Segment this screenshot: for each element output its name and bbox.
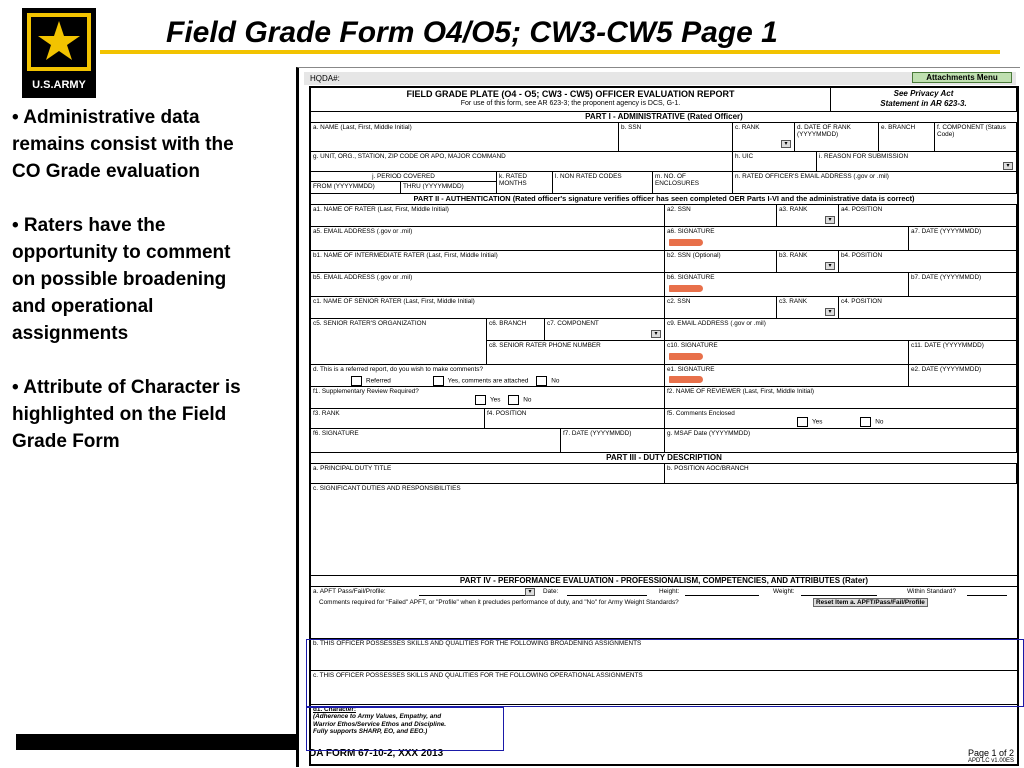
bullet-list <box>12 104 252 482</box>
rater-name-field[interactable]: a1. NAME OF RATER (Last, First, Middle Initial) <box>311 205 665 227</box>
intermediate-rater-ssn-field[interactable]: b2. SSN (Optional) <box>665 251 777 273</box>
rater-rank-field[interactable]: a3. RANK <box>777 205 839 227</box>
bullet-item: • Attribute of Character is highlighted on the Field Grade Form <box>12 377 241 452</box>
intermediate-rater-rank-field[interactable]: b3. RANK <box>777 251 839 273</box>
apft-date-input[interactable] <box>567 595 647 596</box>
within-standard-label: Within Standard? <box>907 588 957 595</box>
rater-date-field[interactable]: a7. DATE (YYYYMMDD) <box>909 227 1017 251</box>
attachments-menu-button[interactable]: Attachments Menu <box>912 72 1012 83</box>
character-desc-1: (Adherence to Army Values, Empathy, and <box>313 713 442 721</box>
senior-rater-branch-field[interactable]: c6. BRANCH <box>487 319 545 341</box>
supp-no-label: No <box>523 397 532 405</box>
component-dropdown-icon[interactable]: ▾ <box>651 330 661 338</box>
height-input[interactable] <box>685 595 759 596</box>
date-of-rank-field[interactable]: d. DATE OF RANK (YYYYMMDD) <box>795 123 879 152</box>
bullet-item: • Raters have the opportunity to comment on possible broadening and operational assignments <box>12 215 231 344</box>
supplementary-review-cell <box>311 387 665 409</box>
form-version: APD LC v1.00ES <box>967 758 1014 764</box>
senior-rater-rank-field[interactable]: c3. RANK <box>777 297 839 319</box>
rater-signature-field[interactable]: a6. SIGNATURE <box>665 227 909 251</box>
privacy-cell <box>831 88 1017 112</box>
rated-email-field[interactable]: n. RATED OFFICER'S EMAIL ADDRESS (.gov or .mil) <box>733 172 1017 194</box>
privacy-line-2: Statement in AR 623-3. <box>880 99 967 108</box>
supp-no-checkbox[interactable] <box>508 395 519 405</box>
page-number: Page 1 of 2 <box>967 748 1014 758</box>
intermediate-rank-dropdown-icon[interactable]: ▾ <box>825 262 835 270</box>
position-aoc-field[interactable]: b. POSITION AOC/BRANCH <box>665 464 1017 484</box>
us-army-logo <box>22 8 96 98</box>
character-desc-2: Warrior Ethos/Service Ethos and Discipline. <box>313 720 447 728</box>
senior-rank-dropdown-icon[interactable]: ▾ <box>825 308 835 316</box>
supp-yes-label: Yes <box>490 397 501 405</box>
enclosed-no-label: No <box>875 419 884 427</box>
rank-dropdown-icon[interactable]: ▾ <box>781 140 791 148</box>
senior-rater-phone-field[interactable]: c8. SENIOR RATER PHONE NUMBER <box>487 341 665 365</box>
comments-attached-label: Yes, comments are attached <box>447 378 529 386</box>
reset-apft-button[interactable]: Reset Item a. APFT/Pass/Fail/Profile <box>813 598 928 607</box>
component-field[interactable]: f. COMPONENT (Status Code) <box>935 123 1017 152</box>
part3-header: PART III - DUTY DESCRIPTION <box>311 453 1017 464</box>
character-label: d1. Character: <box>313 706 356 713</box>
supp-yes-checkbox[interactable] <box>475 395 486 405</box>
logo-text: U.S.ARMY <box>32 79 86 91</box>
gold-rule <box>100 50 1000 54</box>
rank-field[interactable]: c. RANK <box>733 123 795 152</box>
name-field[interactable]: a. NAME (Last, First, Middle Initial) <box>311 123 619 152</box>
form-title-cell <box>311 88 831 112</box>
referred-report-cell <box>311 365 665 387</box>
referred-no-label: No <box>551 378 560 386</box>
significant-duties-field[interactable]: c. SIGNIFICANT DUTIES AND RESPONSIBILITIES <box>311 484 1017 576</box>
senior-rater-email-field[interactable]: c9. EMAIL ADDRESS (.gov or .mil) <box>665 319 1017 341</box>
apft-label: a. APFT Pass/Fail/Profile: <box>313 588 386 595</box>
apft-date-label: Date: <box>543 588 559 595</box>
unit-field[interactable]: g. UNIT, ORG., STATION, ZIP CODE OR APO, MAJOR COMMAND <box>311 152 733 172</box>
reason-field[interactable]: i. REASON FOR SUBMISSION <box>817 152 1017 172</box>
form-subtitle: For use of this form, see AR 623-3; the proponent agency is DCS, G-1. <box>460 100 681 107</box>
comments-enclosed-label: f5. Comments Enclosed <box>667 410 735 417</box>
enclosed-no-checkbox[interactable] <box>860 417 871 427</box>
reviewer-position-field[interactable]: f4. POSITION <box>485 409 665 429</box>
comments-attached-checkbox[interactable] <box>433 376 444 386</box>
character-desc-3: Fully supports SHARP, EO, and EEO.) <box>313 728 428 736</box>
supplementary-question: f1. Supplementary Review Required? <box>313 388 419 395</box>
msaf-date-field[interactable]: g. MSAF Date (YYYYMMDD) <box>665 429 1017 453</box>
intermediate-rater-signature-field[interactable]: b6. SIGNATURE <box>665 273 909 297</box>
within-standard-input[interactable] <box>967 595 1007 596</box>
from-date-field[interactable]: FROM (YYYYMMDD) <box>311 182 401 194</box>
character-highlight <box>306 707 504 751</box>
senior-rater-ssn-field[interactable]: c2. SSN <box>665 297 777 319</box>
enclosures-field[interactable]: m. NO. OF ENCLOSURES <box>653 172 733 194</box>
comments-required-note: Comments required for "Failed" APFT, or "Profile" when it precludes performance of duty, and "No" for Army Weight Standards? <box>319 599 679 606</box>
rater-email-field[interactable]: a5. EMAIL ADDRESS (.gov or .mil) <box>311 227 665 251</box>
slide-title: Field Grade Form O4/O5; CW3-CW5 Page 1 <box>166 16 778 49</box>
operational-assignments-field[interactable]: c. THIS OFFICER POSSESSES SKILLS AND QUALITIES FOR THE FOLLOWING OPERATIONAL ASSIGNMENTS <box>311 671 1017 705</box>
apft-input[interactable] <box>419 595 529 596</box>
referred-no-checkbox[interactable] <box>536 376 547 386</box>
part1-header: PART I - ADMINISTRATIVE (Rated Officer) <box>311 112 1017 123</box>
senior-rater-component-field[interactable]: c7. COMPONENT <box>545 319 665 341</box>
part2-header: PART II - AUTHENTICATION (Rated officer's signature verifies officer has seen completed OER Parts I-VI and the administrative data is correct) <box>311 194 1017 205</box>
senior-rater-org-field[interactable]: c5. SENIOR RATER'S ORGANIZATION <box>311 319 487 365</box>
ssn-field[interactable]: b. SSN <box>619 123 733 152</box>
referred-label: Referred <box>366 378 391 386</box>
apft-dropdown-icon[interactable]: ▾ <box>525 588 535 596</box>
referred-question: d. This is a referred report, do you wish to make comments? <box>313 366 484 373</box>
rater-ssn-field[interactable]: a2. SSN <box>665 205 777 227</box>
bullet-item: • Administrative data remains consist with the CO Grade evaluation <box>12 107 234 182</box>
intermediate-rater-position-field[interactable]: b4. POSITION <box>839 251 1017 273</box>
referred-checkbox[interactable] <box>351 376 362 386</box>
weight-input[interactable] <box>801 595 877 596</box>
part4-header: PART IV - PERFORMANCE EVALUATION - PROFESSIONALISM, COMPETENCIES, AND ATTRIBUTES (Rater) <box>311 576 1017 587</box>
enclosed-yes-checkbox[interactable] <box>797 417 808 427</box>
signature-arrow-icon[interactable] <box>669 376 703 383</box>
reviewer-name-field[interactable]: f2. NAME OF REVIEWER (Last, First, Middle Initial) <box>665 387 1017 409</box>
senior-rater-date-field[interactable]: c11. DATE (YYYYMMDD) <box>909 341 1017 365</box>
assignments-highlight <box>306 639 1024 707</box>
rated-months-field[interactable]: k. RATED MONTHS <box>497 172 553 194</box>
intermediate-rater-name-field[interactable]: b1. NAME OF INTERMEDIATE RATER (Last, First, Middle Initial) <box>311 251 665 273</box>
broadening-assignments-field[interactable]: b. THIS OFFICER POSSESSES SKILLS AND QUALITIES FOR THE FOLLOWING BROADENING ASSIGNMENTS <box>311 639 1017 671</box>
rater-position-field[interactable]: a4. POSITION <box>839 205 1017 227</box>
signature-arrow-icon[interactable] <box>669 353 703 360</box>
period-covered-label: j. PERIOD COVERED <box>311 172 497 182</box>
nonrated-codes-field[interactable]: l. NON RATED CODES <box>553 172 653 194</box>
height-label: Height: <box>659 588 680 595</box>
weight-label: Weight: <box>773 588 795 595</box>
e1-signature-field[interactable]: e1. SIGNATURE <box>665 365 909 387</box>
hqda-bar: HQDA#: <box>304 72 1016 85</box>
uic-field[interactable]: h. UIC <box>733 152 817 172</box>
intermediate-rater-email-field[interactable]: b5. EMAIL ADDRESS (.gov or .mil) <box>311 273 665 297</box>
form-id: DA FORM 67-10-2, XXX 2013 <box>309 748 444 759</box>
form-title: FIELD GRADE PLATE (O4 - O5; CW3 - CW5) OFFICER EVALUATION REPORT <box>406 89 735 99</box>
intermediate-rater-date-field[interactable]: b7. DATE (YYYYMMDD) <box>909 273 1017 297</box>
senior-rater-position-field[interactable]: c4. POSITION <box>839 297 1017 319</box>
rater-rank-dropdown-icon[interactable]: ▾ <box>825 216 835 224</box>
signature-arrow-icon[interactable] <box>669 285 703 292</box>
apft-section <box>311 587 1017 639</box>
reviewer-signature-field[interactable]: f6. SIGNATURE <box>311 429 561 453</box>
thru-date-field[interactable]: THRU (YYYYMMDD) <box>401 182 497 194</box>
privacy-line-1: See Privacy Act <box>893 89 954 98</box>
senior-rater-name-field[interactable]: c1. NAME OF SENIOR RATER (Last, First, Middle Initial) <box>311 297 665 319</box>
reviewer-date-field[interactable]: f7. DATE (YYYYMMDD) <box>561 429 665 453</box>
principal-duty-title-field[interactable]: a. PRINCIPAL DUTY TITLE <box>311 464 665 484</box>
e2-date-field[interactable]: e2. DATE (YYYYMMDD) <box>909 365 1017 387</box>
reviewer-rank-field[interactable]: f3. RANK <box>311 409 485 429</box>
signature-arrow-icon[interactable] <box>669 239 703 246</box>
enclosed-yes-label: Yes <box>812 419 823 427</box>
senior-rater-signature-field[interactable]: c10. SIGNATURE <box>665 341 909 365</box>
reason-dropdown-icon[interactable]: ▾ <box>1003 162 1013 170</box>
branch-field[interactable]: e. BRANCH <box>879 123 935 152</box>
comments-enclosed-cell <box>665 409 1017 429</box>
